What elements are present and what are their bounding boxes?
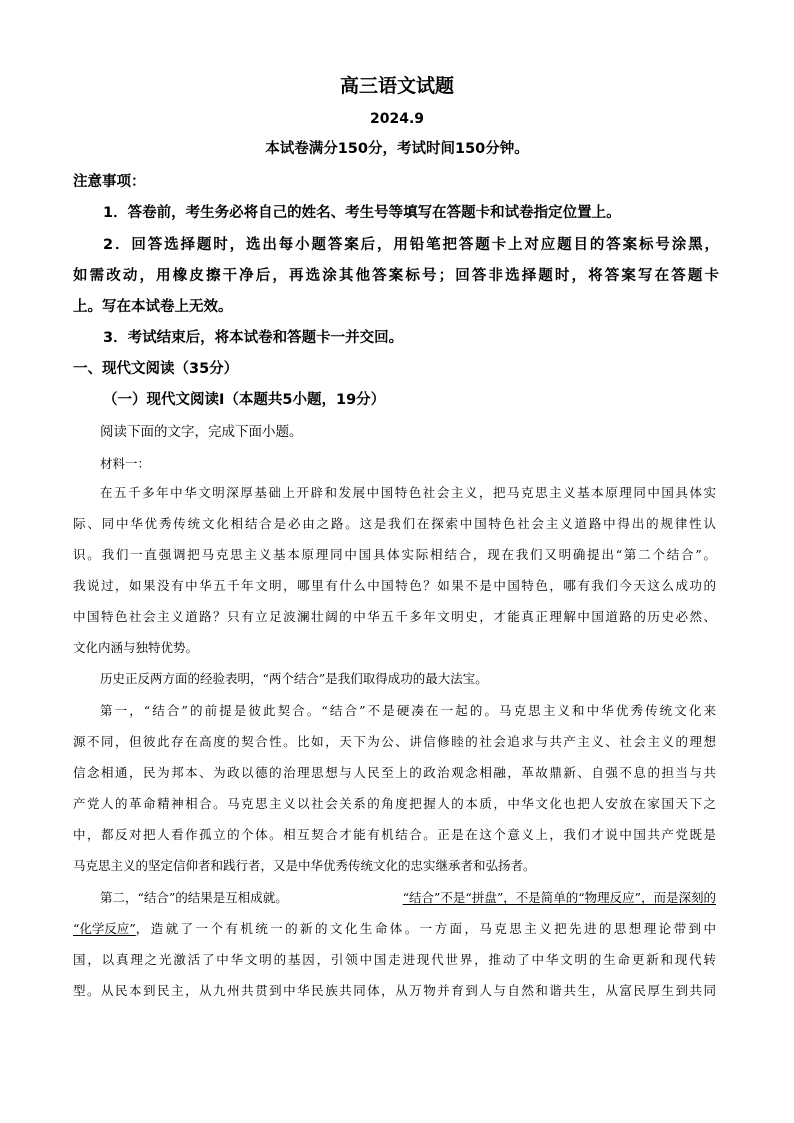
passage-line: 识。我们一直强调把马克思主义基本原理同中国具体实际相结合，现在我们又明确提出“第二个结合”。: [73, 547, 716, 562]
passage-line: 在五千多年中华文明深厚基础上开辟和发展中国特色社会主义，把马克思主义基本原理同中国具体实: [100, 485, 716, 500]
passage-line: 中国特色社会主义道路？只有立足波澜壮阔的中华五千多年文明史，才能真正理解中国道路的历史必然、: [73, 609, 716, 624]
passage-line: 历史正反两方面的经验表明，“两个结合”是我们取得成功的最大法宝。: [100, 671, 488, 686]
notice-item-2-line-3: 上。写在本试卷上无效。: [73, 299, 233, 315]
passage-line: 产党人的革命精神相合。马克思主义以社会关系的角度把握人的本质，中华文化也把人安放在家国天下之: [73, 796, 716, 811]
passage-line: [100, 889, 716, 907]
passage-text: 第二，“结合”的结果是互相成就。: [100, 890, 288, 905]
passage-text: ，造就了一个有机统一的新的文化生命体。一方面，马克思主义把先进的思想理论带到中: [135, 921, 716, 936]
underlined-text: “化学反应”: [73, 921, 136, 936]
passage-line: 源不同，但彼此存在高度的契合性。比如，天下为公、讲信修睦的社会追求与共产主义、社会主义的理想: [73, 734, 716, 749]
passage-line: 型。从民本到民主，从九州共贯到中华民族共同体，从万物并育到人与自然和谐共生，从富民厚生到共同: [73, 983, 716, 998]
material-label: 材料一：: [100, 456, 151, 471]
passage-line: 际、同中华优秀传统文化相结合是必由之路。这是我们在探索中国特色社会主义道路中得出的规律性认: [73, 516, 716, 531]
passage-line: 国，以真理之光激活了中华文明的基因，引领中国走进现代世界，推动了中华文明的生命更新和现代转: [73, 952, 716, 967]
instruction-text: 阅读下面的文字，完成下面小题。: [100, 424, 303, 440]
exam-date: 2024.9: [369, 111, 425, 127]
part-heading: （一）现代文阅读Ⅰ（本题共5小题，19分）: [103, 392, 386, 408]
page-title: 高三语文试题: [339, 75, 454, 97]
notice-item-2-line-2: 如需改动，用橡皮擦干净后，再选涂其他答案标号；回答非选择题时，将答案写在答题卡: [73, 268, 719, 284]
passage-line: 信念相通，民为邦本、为政以德的治理思想与人民至上的政治观念相融，革故鼎新、自强不息的担当与共: [73, 765, 716, 780]
exam-info: 本试卷满分150分，考试时间150分钟。: [265, 141, 529, 157]
passage-line: 中，都反对把人看作孤立的个体。相互契合才能有机结合。正是在这个意义上，我们才说中国共产党既是: [73, 827, 716, 842]
notice-heading: 注意事项：: [73, 174, 146, 190]
notice-item-3: 3．考试结束后，将本试卷和答题卡一并交回。: [103, 330, 404, 346]
notice-item-1: 1．答卷前，考生务必将自己的姓名、考生号等填写在答题卡和试卷指定位置上。: [103, 205, 621, 221]
underlined-text: “结合”不是“拼盘”，不是简单的“物理反应”，而是深刻的: [402, 890, 716, 905]
notice-item-2-line-1: 2．回答选择题时，选出每小题答案后，用铅笔把答题卡上对应题目的答案标号涂黑，: [103, 237, 719, 253]
section-heading: 一、现代文阅读（35分）: [73, 361, 239, 377]
passage-line: 第一，“结合”的前提是彼此契合。“结合”不是硬凑在一起的。马克思主义和中华优秀传统文化来: [100, 703, 716, 718]
passage-line: [73, 920, 716, 938]
passage-line: 文化内涵与独特优势。: [73, 640, 199, 655]
passage-line: 马克思主义的坚定信仰者和践行者，又是中华优秀传统文化的忠实继承者和弘扬者。: [73, 858, 536, 873]
passage-line: 我说过，如果没有中华五千年文明，哪里有什么中国特色？如果不是中国特色，哪有我们今天这么成功的: [73, 578, 716, 593]
